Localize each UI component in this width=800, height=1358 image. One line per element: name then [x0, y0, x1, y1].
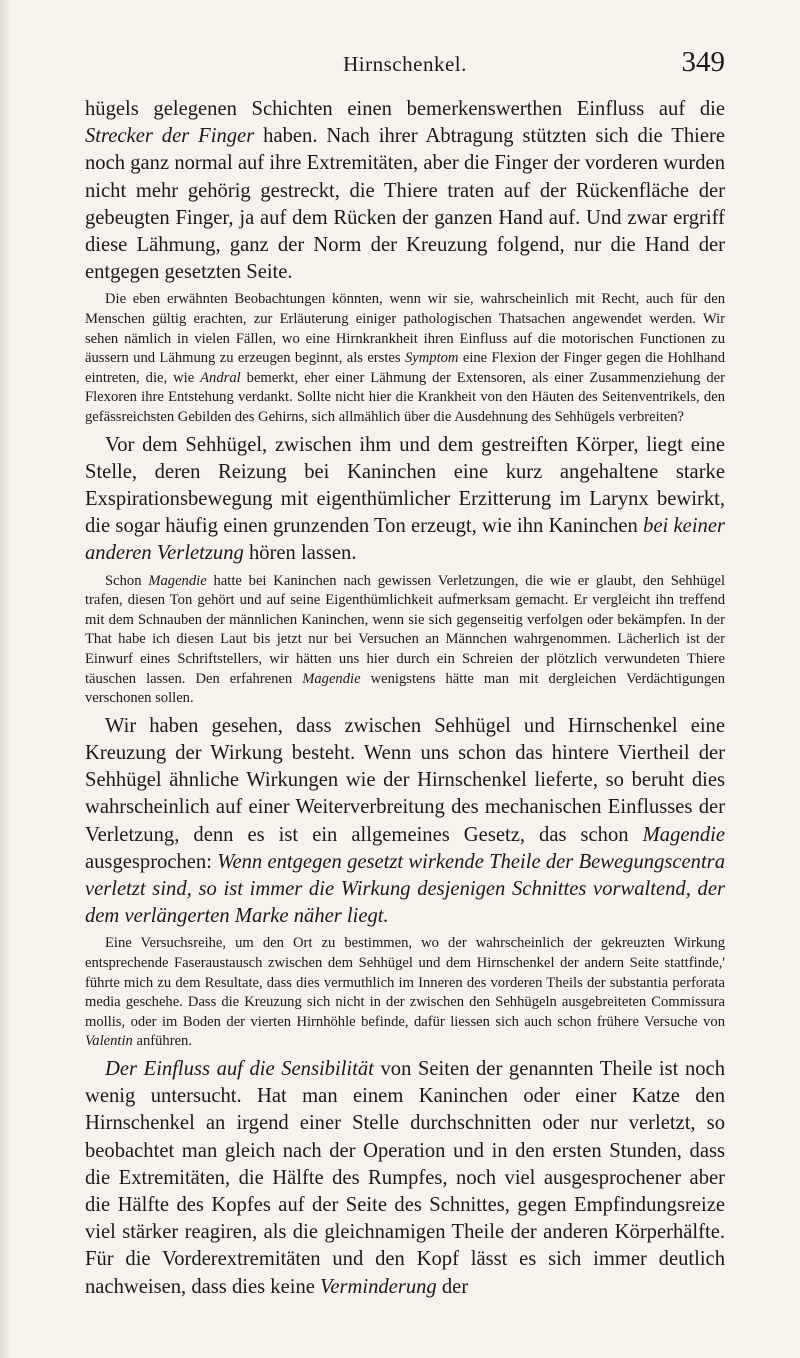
- paragraph-6-small: [85, 934, 725, 1052]
- paragraph-1: [85, 96, 725, 286]
- text-run: wenigstens hätte man mit dergleichen Verdächtigungen verschonen sollen.: [85, 670, 725, 707]
- emphasis-text: Magendie: [148, 572, 207, 589]
- text-run: anführen.: [132, 1033, 192, 1050]
- paragraph-5: [85, 713, 725, 931]
- emphasis-text: Wenn entgegen gesetzt wirkende Theile der Bewegungscentra verletzt sind, so ist immer die Wirkung desjenigen Schnittes vorwaltend, der dem verlängerten Marke näher liegt.: [85, 850, 725, 928]
- emphasis-text: Strecker der Finger: [85, 125, 255, 148]
- paragraph-2-small: [85, 290, 725, 427]
- text-run: Schon: [105, 572, 149, 589]
- text-run: hören lassen.: [243, 542, 357, 565]
- emphasis-text: Valentin: [85, 1033, 133, 1050]
- emphasis-text: Magendie: [302, 670, 361, 687]
- emphasis-text: Andral: [200, 369, 241, 386]
- text-run: hatte bei Kaninchen nach gewissen Verletzungen, die wie er glaubt, den Sehhügel trafen, diesen Ton gehört und auf seine Eigenthümlichkeit aufmerksam gemacht. Er vergleicht ihn treffend mit dem Schnauben der männlichen Kaninchen, wenn sie sich gegenseitig verfolgen oder bekämpfen. In der That habe ich diesen Laut bis jetzt nur bei Versuchen an Männchen wahrgenommen. Lächerlich ist der Einwurf eines Schriftstellers, wir hätten uns hier durch ein Schreien der plötzlich verwundeten Thiere täuschen lassen. Den erfahrenen: [85, 572, 726, 687]
- text-run: von Seiten der genannten Theile ist noch wenig untersucht. Hat man einem Kaninchen oder einer Katze den Hirnschenkel an irgend einer Stelle durchschnitten oder nur verletzt, so beobachtet man gleich nach der Operation und in den ersten Stunden, dass die Extremitäten, die Hälfte des Rumpfes, noch viel ausgesprochener aber die Hälfte des Kopfes auf der Seite des Schnittes, gegen Empfindungsreize viel stärker reagiren, als die gleichnamigen Theile der anderen Körperhälfte. Für die Vorderextremitäten und den Kopf lässt es sich immer deutlich nachweisen, dass dies keine: [85, 1057, 725, 1298]
- text-run: Wir haben gesehen, dass zwischen Sehhügel und Hirnschenkel eine Kreuzung der Wirkung besteht. Wenn uns schon das hintere Viertheil der Sehhügel ähnliche Wirkungen wie der Hirnschenkel lieferte, so beruht dies wahrscheinlich auf einer Weiterverbreitung des mechanischen Einflusses der Verletzung, denn es ist ein allgemeines Gesetz, das schon: [85, 714, 725, 846]
- paragraph-4-small: [85, 572, 725, 709]
- emphasis-text: Der Einfluss auf die Sensibilität: [105, 1057, 374, 1080]
- emphasis-text: bei keiner anderen Verletzung: [85, 515, 725, 565]
- text-run: Die eben erwähnten Beobachtungen könnten, wenn wir sie, wahrscheinlich mit Recht, auch für den Menschen gültig erachten, zur Erläuterung einiger pathologischen Thatsachen angewendet werden. Wir sehen nämlich in vielen Fällen, wo eine Hirnkrankheit ihren Einfluss auf die motorischen Functionen zu äussern und Lähmung zu erzeugen beginnt, als erstes: [85, 291, 725, 367]
- gutter-shadow: [0, 0, 12, 1358]
- text-run: Vor dem Sehhügel, zwischen ihm und dem gestreiften Körper, liegt eine Stelle, deren Reizung bei Kaninchen eine kurz angehaltene starke Exspirationsbewegung mit eigenthümlicher Erzitterung im Larynx bewirkt, die sogar häufig einen grunzenden Ton erzeugt, wie ihn Kaninchen: [85, 433, 725, 538]
- text-run: der: [436, 1275, 469, 1298]
- text-run: ausgesprochen:: [85, 850, 218, 873]
- running-head: Hirnschenkel.: [343, 52, 467, 76]
- text-run: Eine Versuchsreihe, um den Ort zu bestimmen, wo der wahrscheinlich der gekreuzten Wirkung entsprechende Faseraustausch zwischen dem Sehhügel und dem Hirnschenkel der andern Seite stattfinde,' führte mich zu dem Resultate, dass dies vermuthlich im Inneren des vorderen Theils der substantia perforata media geschehe. Dass die Kreuzung sich nicht in der zwischen den Sehhügeln ausgebreiteten Commissura mollis, oder im Boden der vierten Hirnhöhle befinde, dafür liessen sich auch schon frühere Versuche von: [85, 935, 725, 1030]
- page-body: [85, 96, 725, 1301]
- text-run: haben. Nach ihrer Abtragung stützten sich die Thiere noch ganz normal auf ihre Extremitäten, aber die Finger der vorderen wurden nicht mehr gehörig gestreckt, die Thiere traten auf der Rückenfläche der gebeugten Finger, ja auf dem Rücken der ganzen Hand auf. Und zwar ergriff diese Lähmung, ganz der Norm der Kreuzung folgend, nur die Hand der entgegen gesetzten Seite.: [85, 125, 725, 284]
- emphasis-text: Symptom: [404, 350, 459, 367]
- paragraph-3: [85, 432, 725, 568]
- paragraph-7: [85, 1056, 725, 1301]
- text-run: bemerkt, eher einer Lähmung der Extensoren, als einer Zusammenziehung der Flexoren ihre Entstehung verdankt. Sollte nicht hier die Krankheit von den Häuten des Seitenventrikels, den gefässreichsten Gebilden des Gehirns, sich allmählich über die Ausdehnung des Sehhügels verbreiten?: [85, 369, 725, 425]
- text-run: hügels gelegenen Schichten einen bemerkenswerthen Einfluss auf die: [85, 98, 725, 120]
- page-header: [85, 46, 725, 84]
- emphasis-text: Magendie: [642, 823, 725, 846]
- text-run: eine Flexion der Finger gegen die Hohlhand eintreten, die, wie: [85, 350, 726, 386]
- page-number: 349: [681, 46, 725, 78]
- emphasis-text: Verminderung: [320, 1275, 437, 1298]
